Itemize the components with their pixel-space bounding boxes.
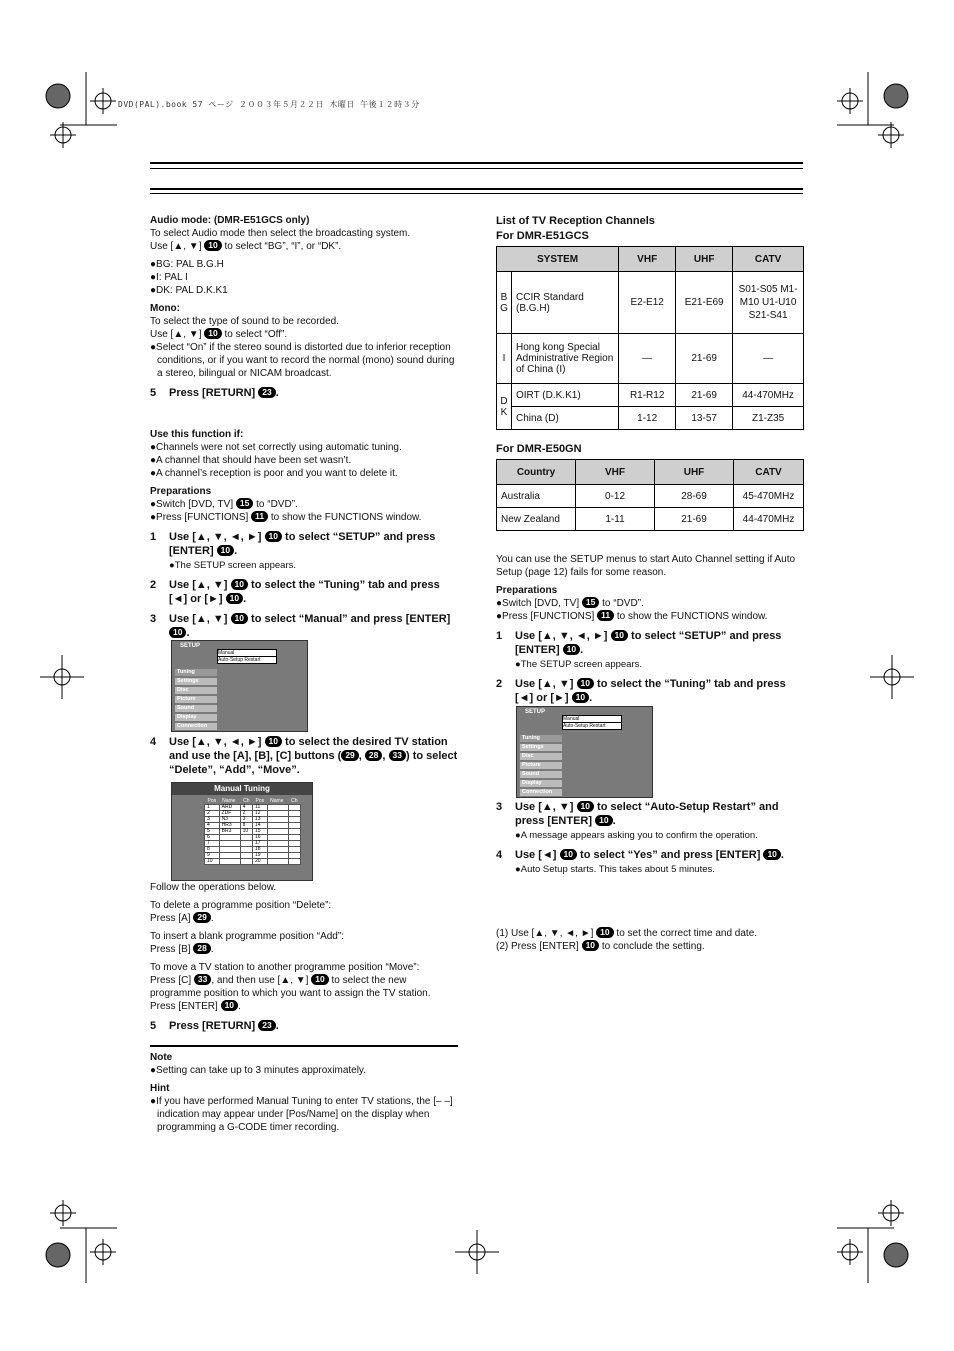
manual-row[interactable] (205, 859, 301, 865)
e51-channel-table (496, 246, 804, 430)
audio-bullet: ●BG: PAL B.G.H (150, 259, 224, 270)
t1-catv: S01-S05 M1-M10 U1-U10 S21-S41 (733, 272, 804, 334)
manual-cell: HR3 (219, 823, 240, 829)
move-enter: Press [ENTER] 10 . (150, 1000, 241, 1012)
manual-cell: 3 (205, 817, 220, 823)
manual-cell (219, 859, 240, 865)
t1-uhf: 13-57 (676, 407, 733, 430)
t1-code: I (497, 334, 512, 384)
manual-cell: 7 (205, 841, 220, 847)
t2-country: Australia (497, 485, 576, 508)
tab-connection: Connection (175, 723, 217, 730)
right-step-2: 2 Use [▲, ▼] 10 to select the “Tuning” tab and press [◄] or [►] 10 . (496, 678, 786, 704)
clock-step-2: (2) Press [ENTER] 10 to conclude the setting. (496, 940, 705, 952)
manual-cell: 11 (253, 805, 268, 811)
t2-vhf: 1-11 (576, 508, 655, 531)
e51-heading: For DMR-E51GCS (496, 230, 589, 242)
right-step-1-sub: ●The SETUP screen appears. (515, 659, 643, 670)
tab-settings: Settings (175, 678, 217, 685)
step-3: 3 Use [▲, ▼] 10 to select “Manual” and press [ENTER] 10 . (150, 613, 451, 639)
follow-text: Follow the operations below. (150, 882, 277, 893)
step-5-return: 5 Press [RETURN] 23 . (150, 387, 279, 399)
tab-sound: Sound (175, 705, 217, 712)
right-step-3-sub: ●A message appears asking you to confirm the operation. (515, 830, 758, 841)
right-step-4-sub: ●Auto Setup starts. This takes about 5 minutes. (515, 864, 715, 875)
preparations-heading: Preparations (150, 486, 212, 497)
tab-display: Display (520, 780, 562, 787)
t1-vhf: R1-R12 (619, 384, 676, 407)
setup-title: SETUP (525, 709, 546, 715)
t1-catv: 44-470MHz (733, 384, 804, 407)
setup-menu-autosetup: Auto-Setup Restart (562, 722, 622, 730)
t1-catv: — (733, 334, 804, 384)
left-column-step4 (150, 735, 458, 779)
prep-functions: ●Press [FUNCTIONS] 11 to show the FUNCTIONS window. (150, 511, 422, 523)
tab-tuning: Tuning (175, 669, 217, 676)
right-column-steps (496, 800, 804, 876)
t1-uhf: 21-69 (676, 334, 733, 384)
right-headings (496, 214, 804, 244)
manual-cell: 19 (253, 853, 268, 859)
t1-vhf: E2-E12 (619, 272, 676, 334)
prep-functions-right: ●Press [FUNCTIONS] 11 to show the FUNCTIONS window. (496, 610, 768, 622)
manual-cell: 18 (253, 847, 268, 853)
t2-country: New Zealand (497, 508, 576, 531)
prep-switch: ●Switch [DVD, TV] 15 to “DVD”. (150, 498, 298, 510)
step-4: 4 Use [▲, ▼, ◄, ►] 10 to select the desired TV station and use the [A], [B], [C] buttons ( 29 , 28 , 33 ) to select “Delete”, “Add”, “Move”. (150, 736, 458, 776)
t1-code: B G (497, 272, 512, 334)
t2-vhf: 0-12 (576, 485, 655, 508)
t2-header: VHF (576, 460, 655, 485)
tab-display: Display (175, 714, 217, 721)
manual-cell: 8 (240, 823, 252, 829)
t2-header: UHF (655, 460, 734, 485)
setup-menu-manual: Manual (217, 649, 277, 657)
manual-cell: 14 (253, 823, 268, 829)
t1-catv: Z1-Z35 (733, 407, 804, 430)
right-step-3: 3 Use [▲, ▼] 10 to select “Auto-Setup Restart” and press [ENTER] 10 . (496, 801, 779, 827)
t1-header: UHF (676, 247, 733, 272)
right-step-4: 4 Use [◄] 10 to select “Yes” and press [ENTER] 10 . (496, 849, 784, 861)
use-bullet: ●Channels were not set correctly using automatic tuning. (150, 442, 402, 453)
note-text: ●Setting can take up to 3 minutes approximately. (150, 1065, 366, 1076)
t2-catv: 44-470MHz (734, 508, 804, 531)
use-bullet: ●A channel that should have been set wasn’t. (150, 455, 352, 466)
header-rule-bottom2 (150, 193, 803, 194)
manual-cell: 16 (253, 835, 268, 841)
manual-cell (288, 859, 300, 865)
t1-name: OIRT (D.K.K1) (512, 384, 619, 407)
clock-step-1: (1) Use [▲, ▼, ◄, ►] 10 to set the correct time and date. (496, 927, 758, 939)
use-bullet: ●A channel’s reception is poor and you want to delete it. (150, 468, 398, 479)
manual-cell: N3 (219, 817, 240, 823)
header-rule-mid (150, 168, 803, 169)
manual-cell: 6 (205, 835, 220, 841)
header-rule-top (150, 162, 803, 164)
manual-tuning-table (204, 797, 301, 865)
audio-mode-text: To select Audio mode then select the broadcasting system. (150, 228, 411, 239)
manual-tuning-title: Manual Tuning (172, 783, 312, 795)
auto-setup-intro: You can use the SETUP menus to start Auto Channel setting if Auto Setup (page 12) fails for some reason. (496, 554, 796, 578)
preparations-heading-right: Preparations (496, 585, 558, 596)
clock-steps (496, 927, 804, 953)
button-ref-badge: 10 (204, 240, 221, 251)
t1-vhf: 1-12 (619, 407, 676, 430)
manual-cell: BR3 (219, 829, 240, 835)
manual-cell: ARD (219, 805, 240, 811)
mono-bullet: ●Select “On” if the stereo sound is distorted due to inferior reception conditions, or if you want to record the normal (mono) sound during a stereo, bilingual or NICAM broadcast. (150, 342, 455, 379)
manual-cell: 2 (240, 811, 252, 817)
manual-cell: 3 (240, 817, 252, 823)
manual-cell: ZDF (219, 811, 240, 817)
setup-screen-right (516, 706, 653, 798)
note-heading: Note (150, 1052, 173, 1063)
left-column-lower (150, 881, 458, 1134)
manual-header: Ch (243, 797, 250, 804)
audio-mode-heading: Audio mode: (DMR-E51GCS only) (150, 215, 310, 226)
delete-text: To delete a programme position “Delete”: (150, 900, 332, 911)
setup-menu-manual: Manual (562, 715, 622, 723)
step-5-return-b: 5 Press [RETURN] 23 . (150, 1020, 279, 1032)
t1-name: CCIR Standard (B.G.H) (512, 272, 619, 334)
t2-uhf: 21-69 (655, 508, 734, 531)
prep-switch-right: ●Switch [DVD, TV] 15 to “DVD”. (496, 597, 644, 609)
mono-text: To select the type of sound to be recorded. (150, 316, 340, 327)
manual-cell: 8 (205, 847, 220, 853)
manual-cell (240, 859, 252, 865)
manual-cell: 4 (205, 823, 220, 829)
setup-title: SETUP (180, 643, 201, 649)
t2-uhf: 28-69 (655, 485, 734, 508)
t1-name: Hong kong Special Administrative Region of China (I) (512, 334, 619, 384)
move-text: To move a TV station to another programme position “Move”: (150, 962, 420, 973)
manual-cell: 10 (240, 829, 252, 835)
t2-header: CATV (734, 460, 804, 485)
delete-press: Press [A] 29 . (150, 912, 214, 924)
audio-bullet: ●I: PAL I (150, 272, 188, 283)
manual-cell: 10 (205, 859, 220, 865)
button-ref-badge: 10 (204, 328, 221, 339)
add-press: Press [B] 28 . (150, 943, 214, 955)
manual-cell: 5 (205, 829, 220, 835)
manual-cell: 13 (253, 817, 268, 823)
audio-bullet: ●DK: PAL D.K.K1 (150, 285, 228, 296)
print-header: DVD(PAL).book 57 ページ ２００３年５月２２日 木曜日 午後１２時３分 (118, 100, 420, 109)
manual-cell: 2 (205, 811, 220, 817)
mono-use: Use [▲, ▼] 10 to select “Off”. (150, 328, 288, 340)
manual-cell: 4 (240, 805, 252, 811)
manual-header: Ch (291, 797, 298, 804)
e50-heading: For DMR-E50GN (496, 443, 582, 455)
step-1-sub: ●The SETUP screen appears. (169, 560, 297, 571)
use-function-heading: Use this function if: (150, 429, 244, 440)
t2-catv: 45-470MHz (734, 485, 804, 508)
manual-tuning-screen (171, 782, 313, 881)
right-step-1: 1 Use [▲, ▼, ◄, ►] 10 to select “SETUP” and press [ENTER] 10 . (496, 630, 782, 656)
manual-cell: 9 (205, 853, 220, 859)
mono-heading: Mono: (150, 303, 180, 314)
channel-list-heading: List of TV Reception Channels (496, 215, 655, 227)
t1-code: D K (497, 384, 512, 430)
tab-settings: Settings (520, 744, 562, 751)
left-column (150, 214, 458, 642)
t2-header: Country (497, 460, 576, 485)
manual-header: Pos (207, 797, 217, 804)
step-1: 1 Use [▲, ▼, ◄, ►] 10 to select “SETUP” and press [ENTER] 10 . (150, 531, 436, 557)
setup-screen-left (171, 640, 308, 732)
setup-menu-autosetup: Auto-Setup Restart (217, 656, 277, 664)
manual-header: Pos (255, 797, 265, 804)
tab-connection: Connection (520, 789, 562, 796)
manual-cell: 17 (253, 841, 268, 847)
manual-cell: 1 (205, 805, 220, 811)
header-rule-bottom (150, 188, 803, 190)
e50-channel-table (496, 459, 804, 531)
hint-heading: Hint (150, 1083, 170, 1094)
tab-tuning: Tuning (520, 735, 562, 742)
manual-cell: 20 (253, 859, 268, 865)
manual-cell: 12 (253, 811, 268, 817)
t1-header: VHF (619, 247, 676, 272)
move-press: Press [C] 33 , and then use [▲, ▼] 10 to select the new programme position to which you want to assign the TV station. (150, 974, 431, 999)
t1-header: SYSTEM (497, 247, 619, 272)
manual-cell: 15 (253, 829, 268, 835)
t1-name: China (D) (512, 407, 619, 430)
t1-header: CATV (733, 247, 804, 272)
audio-mode-use: Use [▲, ▼] 10 to select “BG”, “I”, or “DK”. (150, 240, 342, 252)
t1-vhf: — (619, 334, 676, 384)
manual-cell (267, 859, 288, 865)
hint-text: ●If you have performed Manual Tuning to enter TV stations, the [– –] indication may appear under [Pos/Name] on the display when programming a G-CODE timer recording. (150, 1096, 453, 1133)
tab-picture: Picture (175, 696, 217, 703)
manual-header: Name (222, 797, 236, 804)
manual-header: Name (270, 797, 284, 804)
tab-picture: Picture (520, 762, 562, 769)
tab-disc: Disc (175, 687, 217, 694)
t1-uhf: E21-E69 (676, 272, 733, 334)
tab-sound: Sound (520, 771, 562, 778)
right-column-lower (496, 553, 804, 707)
tab-disc: Disc (520, 753, 562, 760)
step-2: 2 Use [▲, ▼] 10 to select the “Tuning” tab and press [◄] or [►] 10 . (150, 579, 440, 605)
t1-uhf: 21-69 (676, 384, 733, 407)
add-text: To insert a blank programme position “Add”: (150, 931, 344, 942)
